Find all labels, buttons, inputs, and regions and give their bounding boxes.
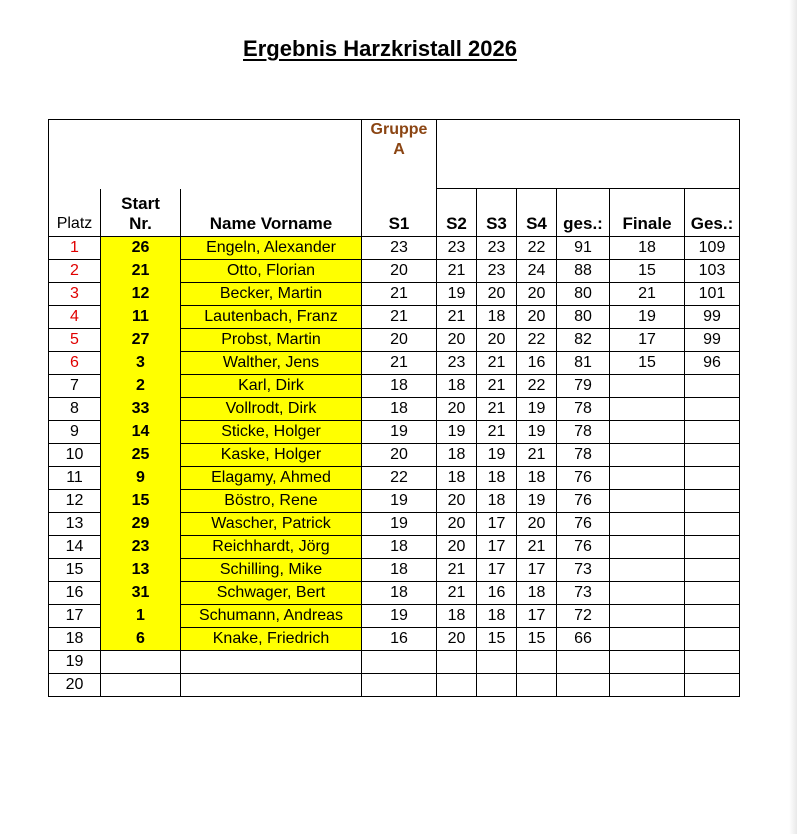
platz-cell: 16 [49, 582, 101, 605]
s2-cell: 21 [437, 582, 477, 605]
total-cell: 101 [685, 283, 740, 306]
table-row [49, 444, 740, 467]
total-cell: 99 [685, 329, 740, 352]
s2-cell: 21 [437, 306, 477, 329]
header-s2: S2 [437, 189, 477, 237]
subtotal-cell: 76 [557, 490, 610, 513]
s4-cell: 19 [517, 398, 557, 421]
name-cell: Karl, Dirk [181, 375, 362, 398]
s3-cell [477, 651, 517, 674]
total-cell [685, 444, 740, 467]
table-row [49, 582, 740, 605]
platz-cell: 11 [49, 467, 101, 490]
s3-cell [477, 674, 517, 697]
start-number-cell: 21 [101, 260, 181, 283]
subtotal-cell: 76 [557, 467, 610, 490]
s1-cell: 21 [362, 306, 437, 329]
s4-cell: 19 [517, 421, 557, 444]
start-number-cell: 26 [101, 237, 181, 260]
s1-cell: 18 [362, 375, 437, 398]
s4-cell: 21 [517, 536, 557, 559]
table-row [49, 536, 740, 559]
header-start-line1: Start [121, 194, 160, 213]
finale-cell [610, 628, 685, 651]
table-row [49, 306, 740, 329]
s3-cell: 17 [477, 559, 517, 582]
finale-cell: 21 [610, 283, 685, 306]
subtotal-cell: 78 [557, 398, 610, 421]
name-cell: Engeln, Alexander [181, 237, 362, 260]
total-cell [685, 559, 740, 582]
s2-cell: 18 [437, 375, 477, 398]
s3-cell: 21 [477, 375, 517, 398]
s2-cell: 18 [437, 444, 477, 467]
table-row [49, 260, 740, 283]
s1-cell [362, 651, 437, 674]
s2-cell: 21 [437, 260, 477, 283]
s4-cell: 16 [517, 352, 557, 375]
s1-cell: 23 [362, 237, 437, 260]
s3-cell: 20 [477, 329, 517, 352]
total-cell [685, 421, 740, 444]
header-row [49, 189, 740, 237]
name-cell: Kaske, Holger [181, 444, 362, 467]
s1-cell: 19 [362, 490, 437, 513]
subtotal-cell: 73 [557, 582, 610, 605]
header-s1: S1 [362, 189, 437, 237]
name-cell: Lautenbach, Franz [181, 306, 362, 329]
s1-cell: 21 [362, 352, 437, 375]
s3-cell: 15 [477, 628, 517, 651]
subtotal-cell: 88 [557, 260, 610, 283]
s1-cell: 20 [362, 444, 437, 467]
platz-cell: 12 [49, 490, 101, 513]
s1-cell: 19 [362, 513, 437, 536]
s1-cell [362, 674, 437, 697]
total-cell [685, 467, 740, 490]
platz-cell: 7 [49, 375, 101, 398]
s3-cell: 23 [477, 237, 517, 260]
subtotal-cell [557, 651, 610, 674]
finale-cell [610, 559, 685, 582]
platz-cell: 4 [49, 306, 101, 329]
name-cell [181, 674, 362, 697]
table-row [49, 283, 740, 306]
platz-cell: 10 [49, 444, 101, 467]
subtotal-cell: 91 [557, 237, 610, 260]
platz-cell: 18 [49, 628, 101, 651]
total-cell [685, 674, 740, 697]
subtotal-cell: 80 [557, 283, 610, 306]
s2-cell: 19 [437, 421, 477, 444]
s2-cell: 21 [437, 559, 477, 582]
s1-cell: 18 [362, 559, 437, 582]
s4-cell [517, 674, 557, 697]
platz-cell: 5 [49, 329, 101, 352]
finale-cell [610, 467, 685, 490]
total-cell [685, 513, 740, 536]
s2-cell: 23 [437, 237, 477, 260]
s2-cell: 20 [437, 329, 477, 352]
total-cell: 103 [685, 260, 740, 283]
table-row [49, 674, 740, 697]
start-number-cell: 15 [101, 490, 181, 513]
start-number-cell: 14 [101, 421, 181, 444]
platz-cell: 8 [49, 398, 101, 421]
finale-cell [610, 490, 685, 513]
finale-cell [610, 421, 685, 444]
s2-cell: 20 [437, 490, 477, 513]
name-cell: Schwager, Bert [181, 582, 362, 605]
s1-cell: 20 [362, 260, 437, 283]
table-row [49, 513, 740, 536]
start-number-cell: 2 [101, 375, 181, 398]
s3-cell: 16 [477, 582, 517, 605]
subtotal-cell: 66 [557, 628, 610, 651]
s1-cell: 19 [362, 605, 437, 628]
group-label-line1: Gruppe [370, 121, 428, 138]
s4-cell: 19 [517, 490, 557, 513]
total-cell [685, 628, 740, 651]
s1-cell: 20 [362, 329, 437, 352]
total-cell [685, 536, 740, 559]
total-cell: 109 [685, 237, 740, 260]
name-cell: Walther, Jens [181, 352, 362, 375]
start-number-cell [101, 674, 181, 697]
subtotal-cell: 82 [557, 329, 610, 352]
subtotal-cell: 76 [557, 536, 610, 559]
start-number-cell: 12 [101, 283, 181, 306]
start-number-cell: 9 [101, 467, 181, 490]
start-number-cell: 11 [101, 306, 181, 329]
finale-cell [610, 444, 685, 467]
s2-cell: 18 [437, 467, 477, 490]
platz-cell: 13 [49, 513, 101, 536]
finale-cell [610, 674, 685, 697]
platz-cell: 3 [49, 283, 101, 306]
s2-cell: 23 [437, 352, 477, 375]
page-title: Ergebnis Harzkristall 2026 [243, 36, 517, 61]
finale-cell: 18 [610, 237, 685, 260]
s2-cell [437, 674, 477, 697]
name-cell: Becker, Martin [181, 283, 362, 306]
platz-cell: 9 [49, 421, 101, 444]
s2-cell: 20 [437, 628, 477, 651]
start-number-cell: 13 [101, 559, 181, 582]
table-row [49, 237, 740, 260]
name-cell: Probst, Martin [181, 329, 362, 352]
s4-cell: 15 [517, 628, 557, 651]
platz-cell: 17 [49, 605, 101, 628]
header-name: Name Vorname [181, 189, 362, 237]
s1-cell: 16 [362, 628, 437, 651]
name-cell: Schilling, Mike [181, 559, 362, 582]
total-cell [685, 651, 740, 674]
s1-cell: 22 [362, 467, 437, 490]
finale-cell [610, 651, 685, 674]
s1-cell: 18 [362, 398, 437, 421]
s3-cell: 18 [477, 605, 517, 628]
start-number-cell: 23 [101, 536, 181, 559]
start-number-cell: 1 [101, 605, 181, 628]
finale-cell [610, 605, 685, 628]
table-row [49, 490, 740, 513]
group-label-line2: A [393, 141, 405, 158]
s4-cell: 20 [517, 513, 557, 536]
finale-cell [610, 582, 685, 605]
subtotal-cell: 81 [557, 352, 610, 375]
header-start-line2: Nr. [129, 214, 152, 233]
subtotal-cell: 78 [557, 444, 610, 467]
s3-cell: 20 [477, 283, 517, 306]
total-cell [685, 375, 740, 398]
group-label [362, 120, 437, 189]
s2-cell: 20 [437, 536, 477, 559]
subtotal-cell [557, 674, 610, 697]
s3-cell: 18 [477, 467, 517, 490]
table-row [49, 398, 740, 421]
header-platz: Platz [49, 189, 101, 237]
group-blank-left [49, 120, 362, 189]
s3-cell: 21 [477, 398, 517, 421]
table-row [49, 352, 740, 375]
start-number-cell [101, 651, 181, 674]
finale-cell: 15 [610, 352, 685, 375]
name-cell: Schumann, Andreas [181, 605, 362, 628]
total-cell [685, 398, 740, 421]
s2-cell [437, 651, 477, 674]
s3-cell: 19 [477, 444, 517, 467]
start-number-cell: 27 [101, 329, 181, 352]
finale-cell: 19 [610, 306, 685, 329]
group-row [49, 120, 740, 189]
name-cell: Knake, Friedrich [181, 628, 362, 651]
start-number-cell: 6 [101, 628, 181, 651]
s4-cell [517, 651, 557, 674]
subtotal-cell: 73 [557, 559, 610, 582]
s4-cell: 20 [517, 283, 557, 306]
start-number-cell: 33 [101, 398, 181, 421]
total-cell [685, 582, 740, 605]
subtotal-cell: 79 [557, 375, 610, 398]
table-row [49, 605, 740, 628]
finale-cell [610, 375, 685, 398]
s4-cell: 22 [517, 375, 557, 398]
header-s4: S4 [517, 189, 557, 237]
s2-cell: 20 [437, 513, 477, 536]
table-row [49, 628, 740, 651]
name-cell: Wascher, Patrick [181, 513, 362, 536]
table-row [49, 375, 740, 398]
s2-cell: 19 [437, 283, 477, 306]
finale-cell [610, 536, 685, 559]
s4-cell: 21 [517, 444, 557, 467]
s3-cell: 18 [477, 306, 517, 329]
subtotal-cell: 72 [557, 605, 610, 628]
start-number-cell: 3 [101, 352, 181, 375]
subtotal-cell: 78 [557, 421, 610, 444]
s3-cell: 23 [477, 260, 517, 283]
total-cell [685, 605, 740, 628]
s1-cell: 18 [362, 536, 437, 559]
s4-cell: 17 [517, 605, 557, 628]
s1-cell: 18 [362, 582, 437, 605]
platz-cell: 6 [49, 352, 101, 375]
platz-cell: 1 [49, 237, 101, 260]
finale-cell [610, 513, 685, 536]
name-cell: Sticke, Holger [181, 421, 362, 444]
s4-cell: 17 [517, 559, 557, 582]
s3-cell: 17 [477, 513, 517, 536]
s2-cell: 20 [437, 398, 477, 421]
platz-cell: 14 [49, 536, 101, 559]
table-row [49, 559, 740, 582]
table-row [49, 651, 740, 674]
finale-cell [610, 398, 685, 421]
s3-cell: 18 [477, 490, 517, 513]
total-cell: 99 [685, 306, 740, 329]
total-cell: 96 [685, 352, 740, 375]
header-start-nr [101, 189, 181, 237]
s2-cell: 18 [437, 605, 477, 628]
table-row [49, 329, 740, 352]
start-number-cell: 25 [101, 444, 181, 467]
name-cell: Reichhardt, Jörg [181, 536, 362, 559]
name-cell: Vollrodt, Dirk [181, 398, 362, 421]
header-ges-total: Ges.: [685, 189, 740, 237]
s4-cell: 18 [517, 467, 557, 490]
platz-cell: 2 [49, 260, 101, 283]
start-number-cell: 29 [101, 513, 181, 536]
page-edge-shadow [789, 0, 797, 834]
s1-cell: 19 [362, 421, 437, 444]
header-finale: Finale [610, 189, 685, 237]
name-cell: Otto, Florian [181, 260, 362, 283]
platz-cell: 19 [49, 651, 101, 674]
start-number-cell: 31 [101, 582, 181, 605]
results-table [48, 119, 740, 697]
header-s3: S3 [477, 189, 517, 237]
finale-cell: 15 [610, 260, 685, 283]
s4-cell: 18 [517, 582, 557, 605]
s1-cell: 21 [362, 283, 437, 306]
s3-cell: 21 [477, 421, 517, 444]
s4-cell: 22 [517, 237, 557, 260]
name-cell: Elagamy, Ahmed [181, 467, 362, 490]
finale-cell: 17 [610, 329, 685, 352]
group-blank-right [437, 120, 740, 189]
name-cell [181, 651, 362, 674]
platz-cell: 20 [49, 674, 101, 697]
s3-cell: 17 [477, 536, 517, 559]
s3-cell: 21 [477, 352, 517, 375]
total-cell [685, 490, 740, 513]
s4-cell: 20 [517, 306, 557, 329]
header-ges-subtotal: ges.: [557, 189, 610, 237]
s4-cell: 24 [517, 260, 557, 283]
name-cell: Böstro, Rene [181, 490, 362, 513]
table-row [49, 467, 740, 490]
platz-cell: 15 [49, 559, 101, 582]
subtotal-cell: 80 [557, 306, 610, 329]
table-row [49, 421, 740, 444]
s4-cell: 22 [517, 329, 557, 352]
subtotal-cell: 76 [557, 513, 610, 536]
